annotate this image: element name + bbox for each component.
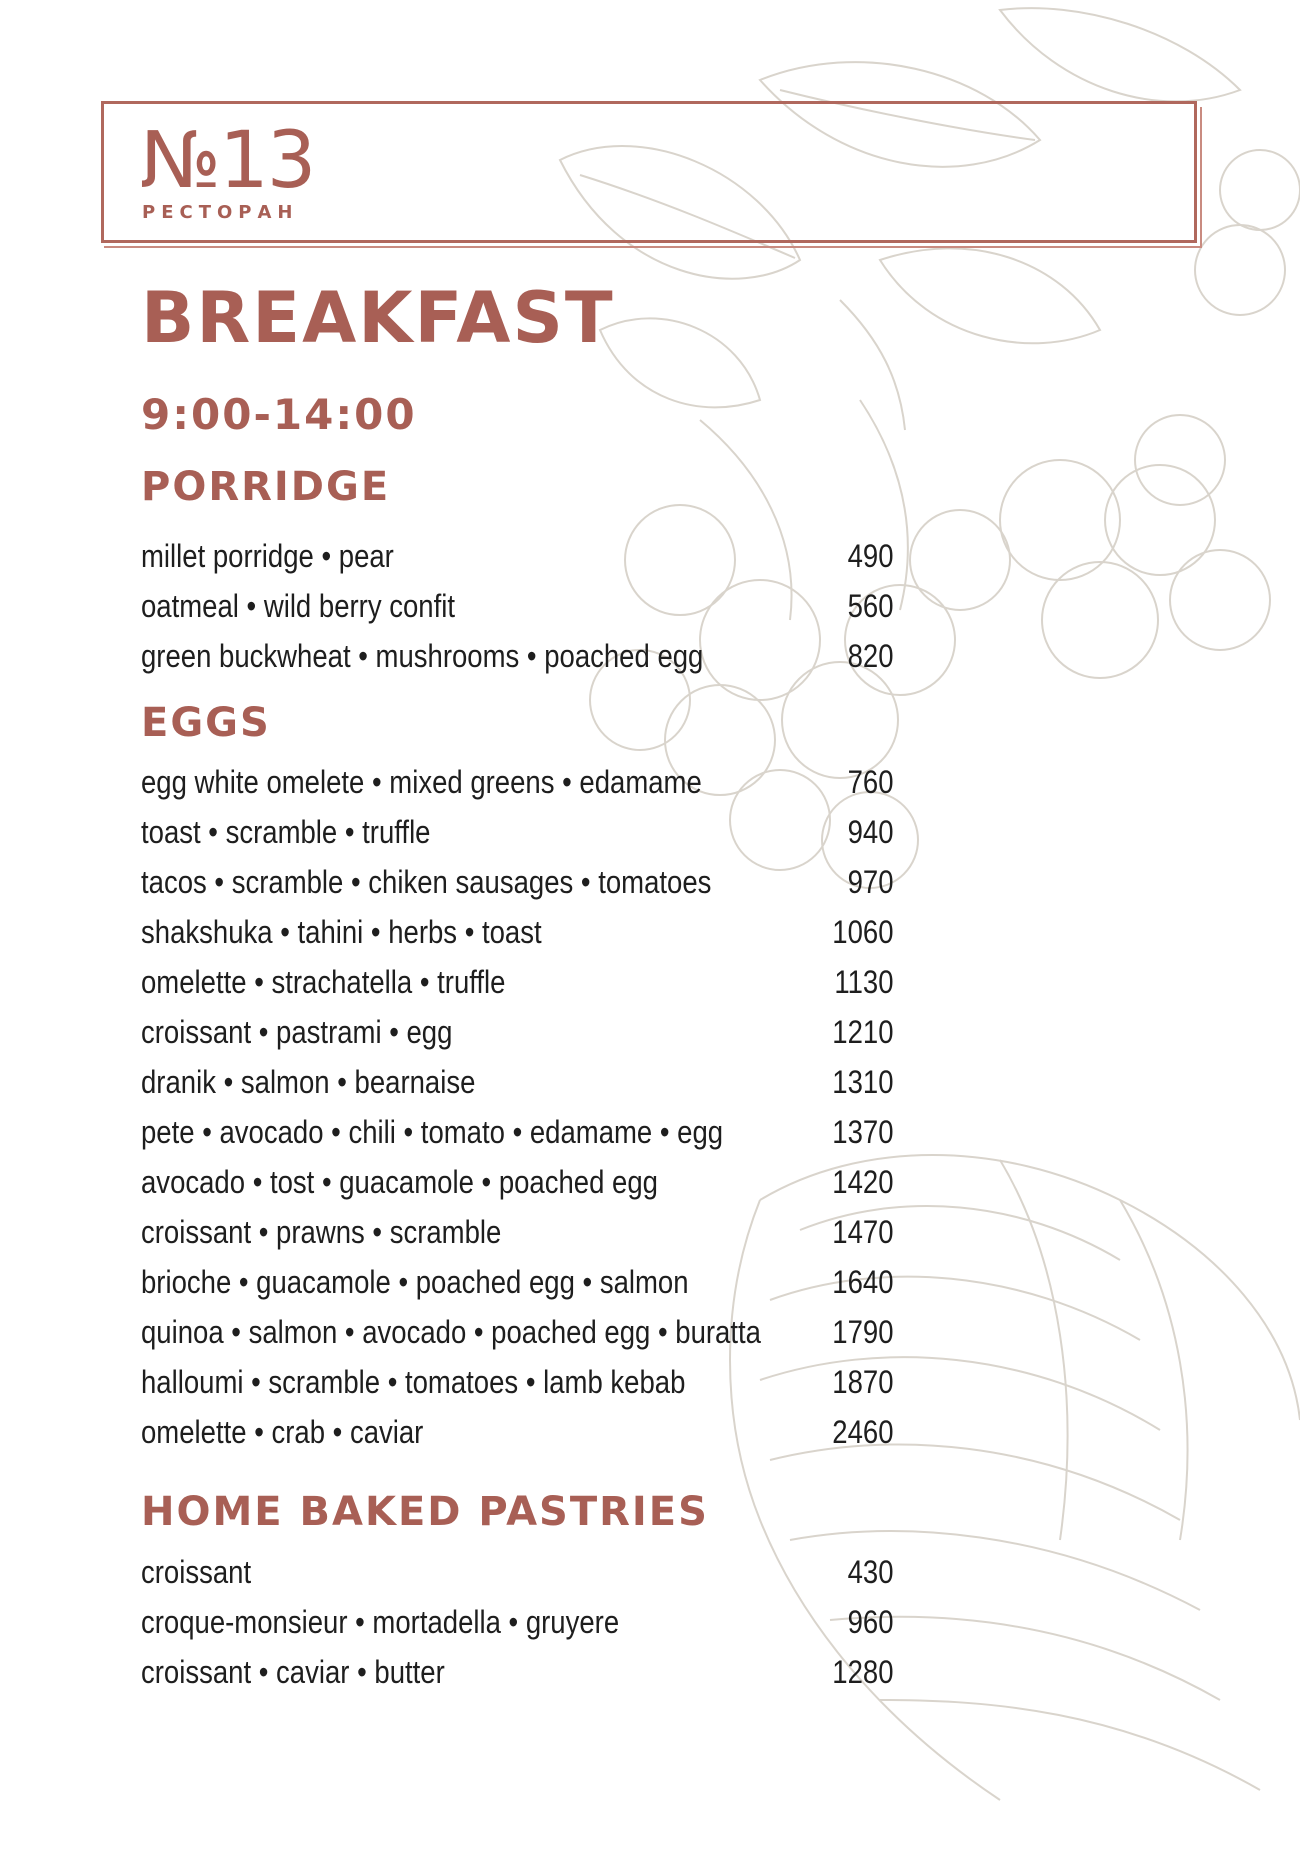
item-price: 490 — [847, 537, 894, 574]
item-name: green buckwheat • mushrooms • poached egg — [141, 637, 704, 674]
item-name: halloumi • scramble • tomatoes • lamb kebab — [141, 1363, 686, 1400]
item-name: dranik • salmon • bearnaise — [141, 1063, 476, 1100]
menu-item — [141, 531, 894, 581]
section-title-pastries: HOME BAKED PASTRIES — [141, 1489, 709, 1535]
item-price: 430 — [847, 1553, 894, 1590]
menu-item — [141, 631, 894, 681]
item-price: 820 — [847, 637, 894, 674]
item-name: millet porridge • pear — [141, 537, 394, 574]
item-price: 1370 — [832, 1113, 894, 1150]
item-price: 970 — [847, 863, 894, 900]
item-price: 1280 — [832, 1653, 894, 1690]
item-name: egg white omelete • mixed greens • edamame — [141, 763, 702, 800]
item-price: 960 — [847, 1603, 894, 1640]
menu-item — [141, 957, 894, 1007]
section-title-eggs: EGGS — [141, 700, 271, 746]
menu-item — [141, 757, 894, 807]
item-name: pete • avocado • chili • tomato • edamame • egg — [141, 1113, 724, 1150]
item-name: croissant — [141, 1553, 252, 1590]
menu-item — [141, 1157, 894, 1207]
menu-item — [141, 807, 894, 857]
item-price: 2460 — [832, 1413, 894, 1450]
item-price: 760 — [847, 763, 894, 800]
logo-mark: №13 — [140, 116, 315, 206]
item-price: 1470 — [832, 1213, 894, 1250]
item-name: croissant • caviar • butter — [141, 1653, 445, 1690]
section-title-porridge: PORRIDGE — [141, 464, 391, 510]
item-name: quinoa • salmon • avocado • poached egg • buratta — [141, 1313, 761, 1350]
menu-item — [141, 1207, 894, 1257]
item-name: croque-monsieur • mortadella • gruyere — [141, 1603, 620, 1640]
item-name: tacos • scramble • chiken sausages • tomatoes — [141, 863, 712, 900]
menu-item — [141, 581, 894, 631]
menu-item — [141, 1007, 894, 1057]
item-price: 1060 — [832, 913, 894, 950]
menu-item — [141, 1407, 894, 1457]
menu-title: BREAKFAST — [141, 277, 615, 359]
item-name: brioche • guacamole • poached egg • salmon — [141, 1263, 689, 1300]
item-name: croissant • prawns • scramble — [141, 1213, 502, 1250]
item-name: oatmeal • wild berry confit — [141, 587, 456, 624]
menu-item — [141, 907, 894, 957]
item-price: 1210 — [832, 1013, 894, 1050]
menu-item — [141, 1547, 894, 1597]
menu-hours: 9:00-14:00 — [141, 390, 417, 439]
menu-item — [141, 1647, 894, 1697]
item-price: 1790 — [832, 1313, 894, 1350]
item-price: 560 — [847, 587, 894, 624]
restaurant-logo — [140, 116, 315, 223]
menu-item — [141, 857, 894, 907]
item-price: 1870 — [832, 1363, 894, 1400]
item-name: shakshuka • tahini • herbs • toast — [141, 913, 542, 950]
item-price: 1310 — [832, 1063, 894, 1100]
menu-item — [141, 1107, 894, 1157]
menu-item — [141, 1357, 894, 1407]
item-price: 1130 — [834, 963, 894, 1000]
menu-item — [141, 1257, 894, 1307]
item-name: avocado • tost • guacamole • poached egg — [141, 1163, 658, 1200]
item-name: omelette • crab • caviar — [141, 1413, 424, 1450]
item-name: toast • scramble • truffle — [141, 813, 431, 850]
item-name: croissant • pastrami • egg — [141, 1013, 453, 1050]
item-price: 1640 — [832, 1263, 894, 1300]
menu-item — [141, 1057, 894, 1107]
item-price: 1420 — [832, 1163, 894, 1200]
menu-item — [141, 1597, 894, 1647]
item-price: 940 — [847, 813, 894, 850]
item-name: omelette • strachatella • truffle — [141, 963, 506, 1000]
menu-item — [141, 1307, 894, 1357]
logo-subtitle: РЕСТОРАН — [142, 202, 299, 223]
